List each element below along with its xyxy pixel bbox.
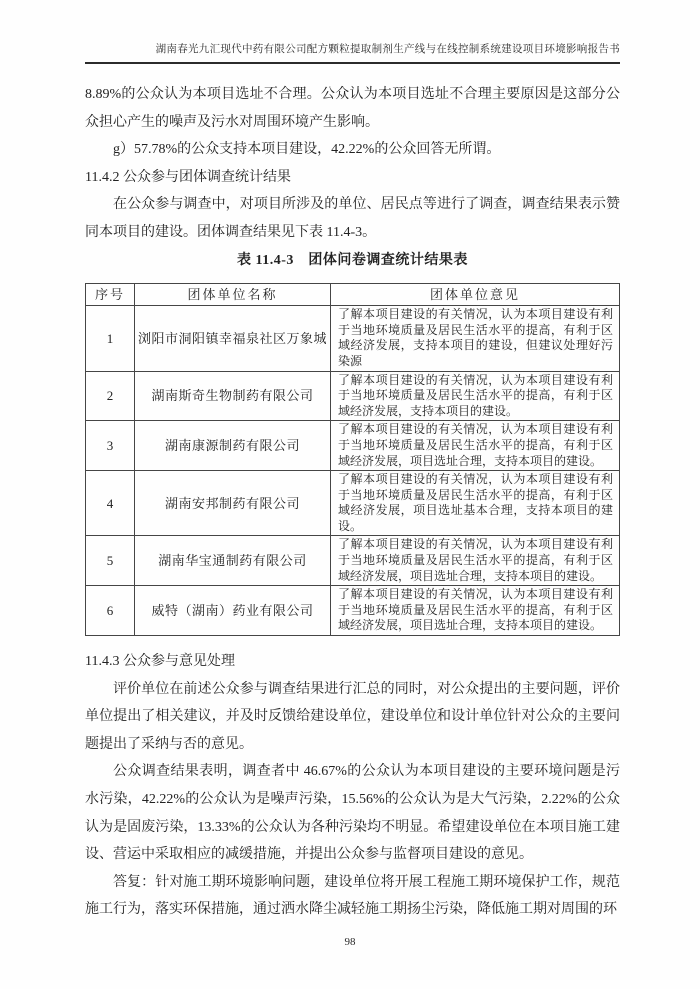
- column-header-name: 团体单位名称: [135, 284, 331, 306]
- table-body: [86, 306, 620, 636]
- cell-name: 威特（湖南）药业有限公司: [135, 586, 331, 636]
- page-number: 98: [344, 936, 356, 948]
- cell-name: 湖南华宝通制药有限公司: [135, 536, 331, 586]
- paragraph-reply: 答复：针对施工期环境影响问题，建设单位将开展工程施工期环境保护工作，规范施工行为，落实环保措施，通过洒水降尘减轻施工期扬尘污染，降低施工期对周围的环: [85, 874, 620, 918]
- paragraph-item-g: g）57.78%的公众支持本项目建设，42.22%的公众回答无所谓。: [113, 142, 501, 158]
- cell-opinion: 了解本项目建设的有关情况，认为本项目建设有利于当地环境质量及居民生活水平的提高，有利于区域经济发展，项目选址合理，支持本项目的建设。: [331, 421, 620, 471]
- section-heading-11-4-3: 11.4.3 公众参与意见处理: [85, 654, 235, 670]
- running-header: 湖南春光九汇现代中药有限公司配方颗粒提取制剂生产线与在线控制系统建设项目环境影响报告书: [85, 0, 620, 64]
- table-row: [86, 371, 620, 421]
- cell-no: 1: [86, 306, 135, 371]
- cell-opinion: 了解本项目建设的有关情况，认为本项目建设有利于当地环境质量及居民生活水平的提高，有利于区域经济发展，项目选址合理，支持本项目的建设。: [331, 536, 620, 586]
- paragraph-survey-results: 公众调查结果表明，调查者中 46.67%的公众认为本项目建设的主要环境问题是污水污染，42.22%的公众认为是噪声污染，15.56%的公众认为是大气污染，2.22%的公众认为是固废污染，13.33%的公众认为各种污染均不明显。希望建设单位在本项目施工建设、营运中采取相应的减缓措施，并提出公众参与监督项目建设的意见。: [85, 764, 620, 863]
- table-row: [86, 306, 620, 371]
- group-survey-table: [85, 283, 620, 636]
- cell-opinion: 了解本项目建设的有关情况，认为本项目建设有利于当地环境质量及居民生活水平的提高，有利于区域经济发展，支持本项目的建设，但建议处理好污染源: [331, 306, 620, 371]
- cell-name: 湖南安邦制药有限公司: [135, 471, 331, 536]
- table-row: [86, 536, 620, 586]
- cell-name: 湖南康源制药有限公司: [135, 421, 331, 471]
- cell-no: 6: [86, 586, 135, 636]
- cell-no: 3: [86, 421, 135, 471]
- table-header-row: [86, 284, 620, 306]
- paragraph-continued: 8.89%的公众认为本项目选址不合理。公众认为本项目选址不合理主要原因是这部分公众担心产生的噪声及污水对周围环境产生影响。: [85, 87, 620, 130]
- cell-no: 4: [86, 471, 135, 536]
- section-heading-11-4-2: 11.4.2 公众参与团体调查统计结果: [85, 169, 291, 185]
- cell-opinion: 了解本项目建设的有关情况，认为本项目建设有利于当地环境质量及居民生活水平的提高，有利于区域经济发展，支持本项目的建设。: [331, 371, 620, 421]
- column-header-no: 序号: [86, 284, 135, 306]
- table-row: [86, 421, 620, 471]
- page-footer: [0, 936, 700, 948]
- cell-name: 浏阳市洞阳镇幸福泉社区万象城: [135, 306, 331, 371]
- table-caption: 表 11.4-3 团体问卷调查统计结果表: [237, 252, 468, 268]
- cell-no: 5: [86, 536, 135, 586]
- cell-opinion: 了解本项目建设的有关情况，认为本项目建设有利于当地环境质量及居民生活水平的提高，有利于区域经济发展，项目选址基本合理，支持本项目的建设。: [331, 471, 620, 536]
- paragraph-feedback: 评价单位在前述公众参与调查结果进行汇总的同时，对公众提出的主要问题，评价单位提出了相关建议，并及时反馈给建设单位，建设单位和设计单位针对公众的主要问题提出了采纳与否的意见。: [85, 681, 620, 752]
- table-row: [86, 471, 620, 536]
- paragraph-survey-intro: 在公众参与调查中，对项目所涉及的单位、居民点等进行了调查，调查结果表示赞同本项目的建设。团体调查结果见下表 11.4-3。: [85, 197, 620, 240]
- page-body: [85, 81, 620, 924]
- cell-no: 2: [86, 371, 135, 421]
- table-row: [86, 586, 620, 636]
- cell-opinion: 了解本项目建设的有关情况，认为本项目建设有利于当地环境质量及居民生活水平的提高，有利于区域经济发展，项目选址合理，支持本项目的建设。: [331, 586, 620, 636]
- column-header-opinion: 团体单位意见: [331, 284, 620, 306]
- cell-name: 湖南斯奇生物制药有限公司: [135, 371, 331, 421]
